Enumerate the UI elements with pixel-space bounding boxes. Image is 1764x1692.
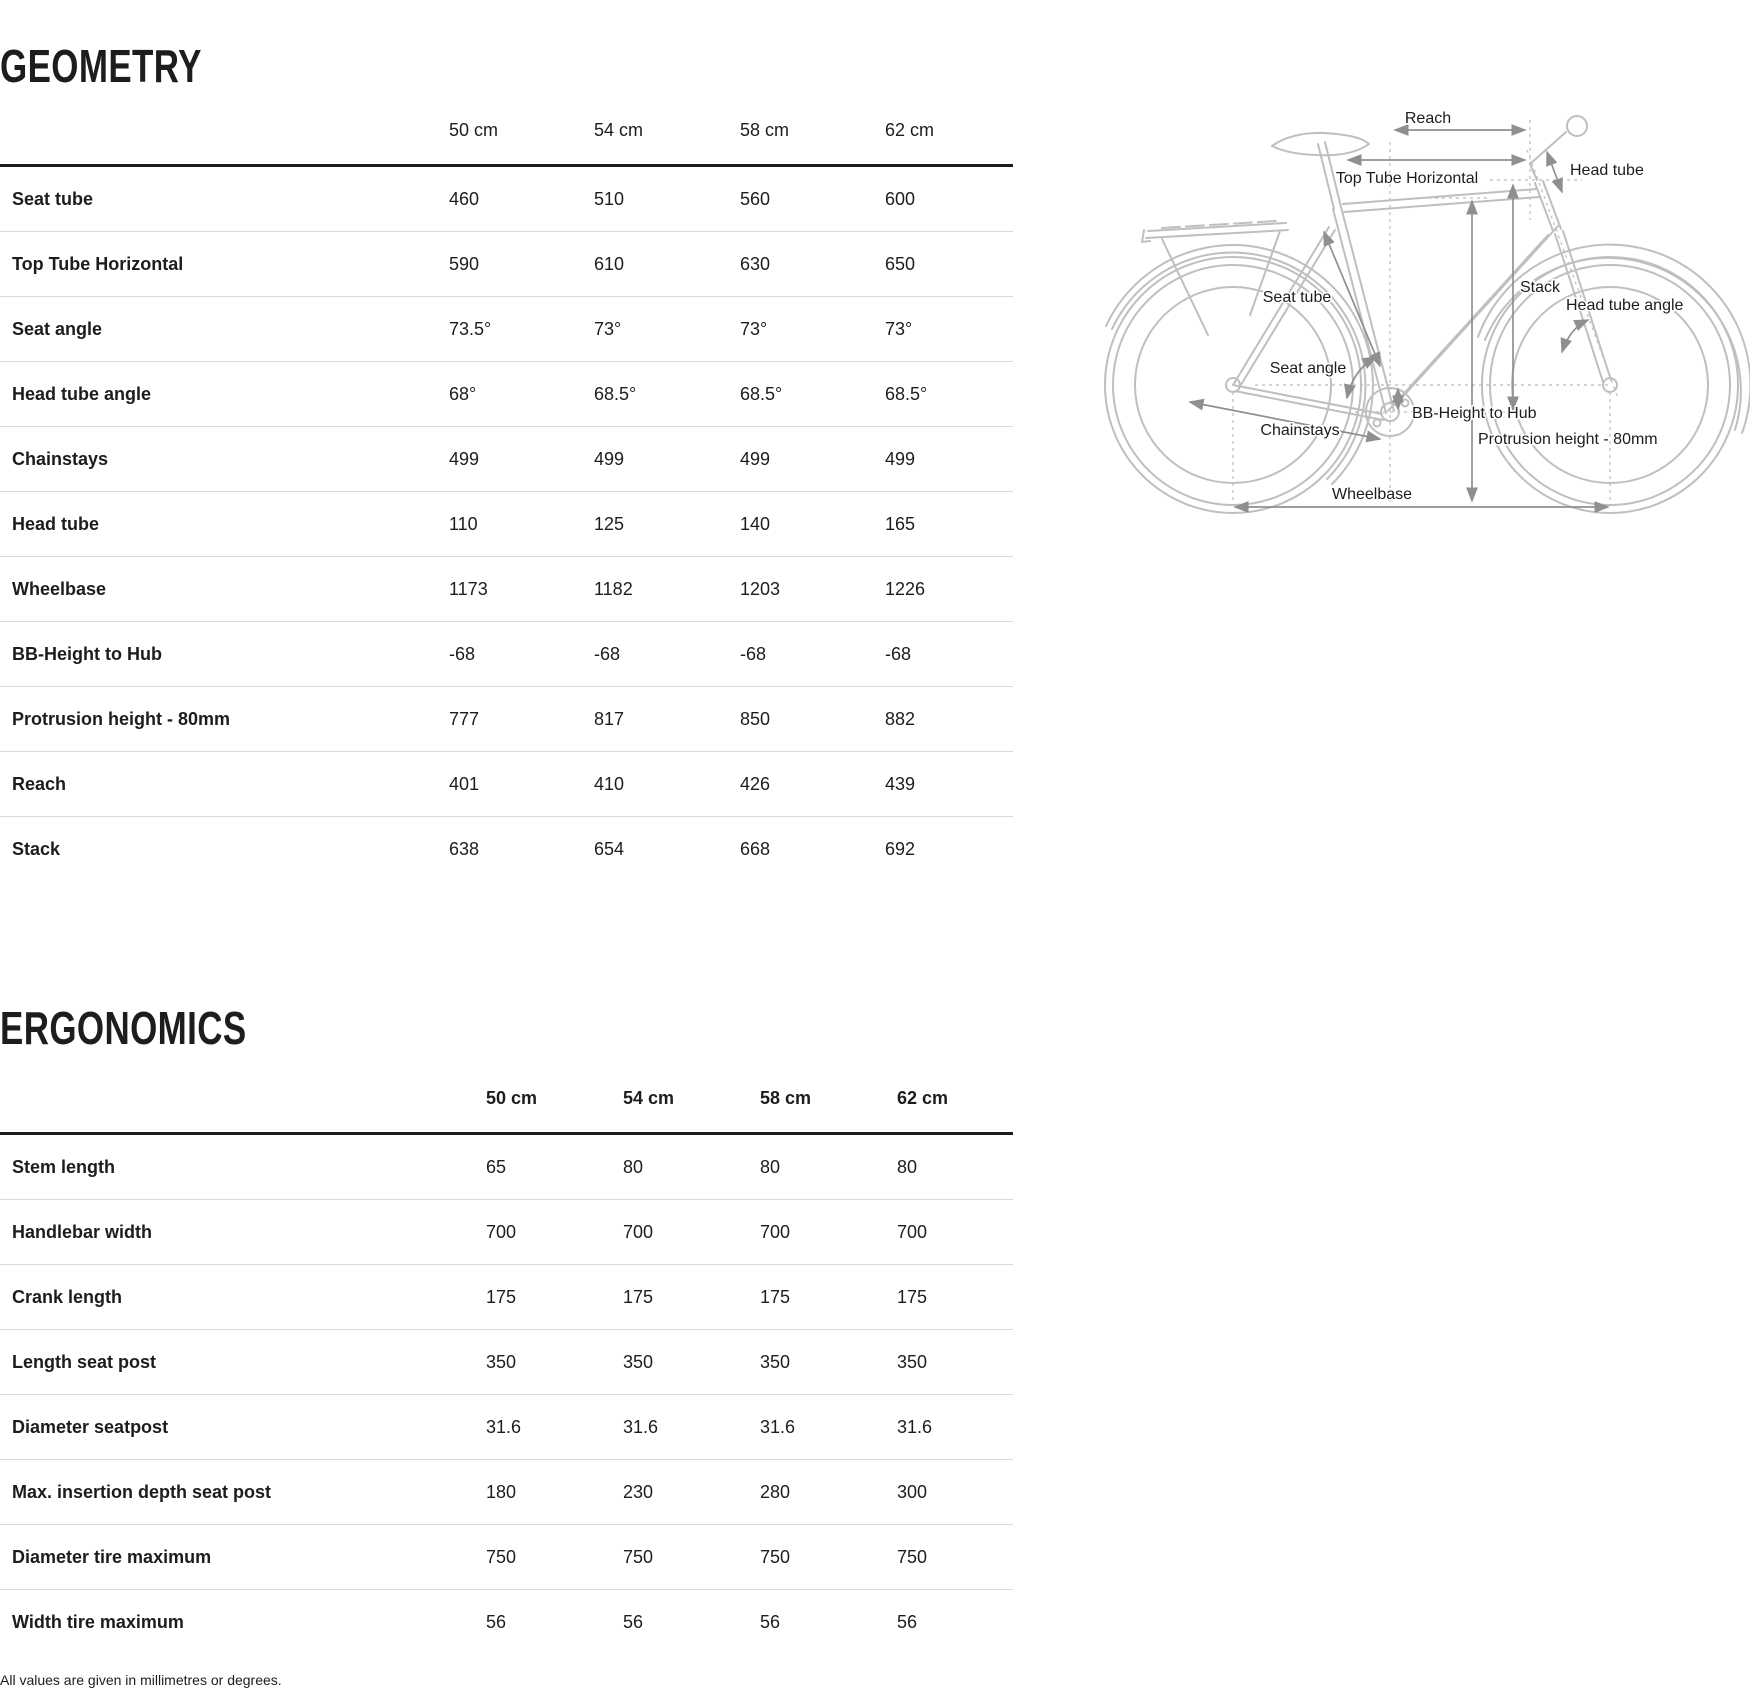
row-label: Diameter tire maximum: [12, 1546, 212, 1567]
table-row: [0, 492, 1013, 557]
cell-value: 73°: [740, 318, 768, 339]
ergonomics-header-row: [0, 1065, 1013, 1135]
cell-value: 700: [897, 1221, 928, 1242]
table-row: [0, 1590, 1013, 1654]
row-label: Chainstays: [12, 448, 109, 469]
bike-geometry-diagram: [1050, 80, 1750, 530]
cell-value: 750: [760, 1546, 791, 1567]
cell-value: 499: [449, 448, 480, 469]
row-label: Handlebar width: [12, 1221, 153, 1242]
ergonomics-col-header-58cm: 58 cm: [760, 1088, 812, 1108]
geometry-col-header-62cm: 62 cm: [885, 120, 935, 140]
row-label: Protrusion height - 80mm: [12, 708, 231, 729]
cell-value: 560: [740, 188, 771, 209]
ergonomics-col-header-50cm: 50 cm: [486, 1088, 538, 1108]
cell-value: 56: [486, 1611, 507, 1632]
cell-value: 230: [623, 1481, 654, 1502]
seat-angle-label: Seat angle: [1269, 360, 1347, 377]
row-label: Seat tube: [12, 188, 94, 209]
cell-value: 56: [623, 1611, 644, 1632]
cell-value: 638: [449, 838, 480, 859]
cell-value: 1226: [885, 578, 926, 599]
cell-value: 300: [897, 1481, 928, 1502]
cell-value: 750: [897, 1546, 928, 1567]
cell-value: 68.5°: [594, 383, 637, 404]
cell-value: 125: [594, 513, 625, 534]
head-tube-label: Head tube: [1570, 162, 1644, 179]
table-row: [0, 1265, 1013, 1330]
cell-value: 850: [740, 708, 771, 729]
cell-value: 165: [885, 513, 916, 534]
cell-value: 175: [897, 1286, 928, 1307]
cell-value: 654: [594, 838, 625, 859]
cell-value: 80: [623, 1156, 644, 1177]
cell-value: 68.5°: [740, 383, 783, 404]
row-label: Head tube angle: [12, 383, 152, 404]
cell-value: 1173: [449, 578, 488, 599]
cell-value: 499: [740, 448, 771, 469]
row-label: Width tire maximum: [12, 1611, 184, 1632]
cell-value: 350: [623, 1351, 654, 1372]
ergonomics-section-title: ERGONOMICS: [0, 1001, 247, 1054]
cell-value: 700: [760, 1221, 791, 1242]
table-row: [0, 232, 1013, 297]
cell-value: 426: [740, 773, 771, 794]
cell-value: 499: [885, 448, 916, 469]
row-label: Wheelbase: [12, 578, 107, 599]
geometry-section-title: GEOMETRY: [0, 39, 202, 92]
cell-value: 499: [594, 448, 625, 469]
row-label: Top Tube Horizontal: [12, 253, 184, 274]
cell-value: 350: [897, 1351, 928, 1372]
cell-value: 175: [760, 1286, 791, 1307]
cell-value: -68: [885, 643, 912, 664]
table-row: [0, 297, 1013, 362]
cell-value: 73°: [594, 318, 622, 339]
row-label: Seat angle: [12, 318, 103, 339]
table-row: [0, 427, 1013, 492]
table-row: [0, 752, 1013, 817]
cell-value: 56: [760, 1611, 781, 1632]
table-row: [0, 1200, 1013, 1265]
row-label: Diameter seatpost: [12, 1416, 169, 1437]
cell-value: 1182: [594, 578, 633, 599]
cell-value: 600: [885, 188, 916, 209]
table-row: [0, 1395, 1013, 1460]
cell-value: 31.6: [486, 1416, 522, 1437]
cell-value: 175: [486, 1286, 517, 1307]
row-label: Crank length: [12, 1286, 123, 1307]
row-label: Length seat post: [12, 1351, 157, 1372]
table-row: [0, 1330, 1013, 1395]
cell-value: 73.5°: [449, 318, 492, 339]
cell-value: 350: [760, 1351, 791, 1372]
cell-value: 610: [594, 253, 625, 274]
cell-value: 750: [623, 1546, 654, 1567]
cell-value: 68.5°: [885, 383, 928, 404]
reach-label: Reach: [1404, 110, 1452, 127]
cell-value: 439: [885, 773, 916, 794]
cell-value: 56: [897, 1611, 918, 1632]
geometry-table: [0, 97, 1013, 881]
row-label: Head tube: [12, 513, 100, 534]
cell-value: -68: [449, 643, 476, 664]
cell-value: 80: [760, 1156, 781, 1177]
cell-value: 510: [594, 188, 625, 209]
cell-value: 410: [594, 773, 625, 794]
table-row: [0, 687, 1013, 752]
ergonomics-table: [0, 1065, 1013, 1654]
seat-tube-label: Seat tube: [1262, 289, 1332, 306]
table-row: [0, 622, 1013, 687]
cell-value: 175: [623, 1286, 654, 1307]
cell-value: 65: [486, 1156, 507, 1177]
cell-value: 110: [449, 513, 478, 534]
geometry-col-header-54cm: 54 cm: [594, 120, 644, 140]
cell-value: 31.6: [897, 1416, 933, 1437]
row-label: Stack: [12, 838, 61, 859]
table-row: [0, 817, 1013, 881]
cell-value: 650: [885, 253, 916, 274]
cell-value: 882: [885, 708, 916, 729]
head-tube-angle-label: Head tube angle: [1566, 297, 1684, 314]
cell-value: -68: [594, 643, 621, 664]
cell-value: 700: [623, 1221, 654, 1242]
row-label: Stem length: [12, 1156, 116, 1177]
protrusion-height-label: Protrusion height - 80mm: [1478, 431, 1658, 448]
table-row: [0, 557, 1013, 622]
cell-value: 80: [897, 1156, 918, 1177]
geometry-col-header-58cm: 58 cm: [740, 120, 790, 140]
cell-value: 460: [449, 188, 480, 209]
cell-value: 630: [740, 253, 771, 274]
geometry-col-header-50cm: 50 cm: [449, 120, 499, 140]
ergonomics-col-header-62cm: 62 cm: [897, 1088, 949, 1108]
head-tube-arrow: [1547, 152, 1562, 192]
stack-label: Stack: [1520, 279, 1561, 296]
cell-value: 750: [486, 1546, 517, 1567]
cell-value: 68°: [449, 383, 477, 404]
wheelbase-label: Wheelbase: [1331, 486, 1413, 503]
cell-value: 140: [740, 513, 771, 534]
cell-value: 692: [885, 838, 916, 859]
table-row: [0, 362, 1013, 427]
cell-value: 1203: [740, 578, 781, 599]
bb-height-to-hub-label: BB-Height to Hub: [1412, 405, 1537, 422]
cell-value: -68: [740, 643, 767, 664]
ergonomics-col-header-54cm: 54 cm: [623, 1088, 675, 1108]
table-row: [0, 167, 1013, 232]
table-row: [0, 1460, 1013, 1525]
cell-value: 590: [449, 253, 480, 274]
row-label: BB-Height to Hub: [12, 643, 162, 664]
top-tube-horizontal-label: Top Tube Horizontal: [1335, 170, 1479, 187]
cell-value: 31.6: [623, 1416, 659, 1437]
cell-value: 668: [740, 838, 771, 859]
row-label: Reach: [12, 773, 67, 794]
table-row: [0, 1135, 1013, 1200]
units-footnote: All values are given in millimetres or degrees.: [0, 1672, 282, 1688]
geometry-header-row: [0, 97, 1013, 167]
cell-value: 777: [449, 708, 480, 729]
cell-value: 180: [486, 1481, 517, 1502]
cell-value: 350: [486, 1351, 517, 1372]
cell-value: 700: [486, 1221, 517, 1242]
row-label: Max. insertion depth seat post: [12, 1481, 272, 1502]
cell-value: 31.6: [760, 1416, 796, 1437]
cell-value: 73°: [885, 318, 913, 339]
cell-value: 401: [449, 773, 480, 794]
cell-value: 817: [594, 708, 625, 729]
cell-value: 280: [760, 1481, 791, 1502]
table-row: [0, 1525, 1013, 1590]
chainstays-label: Chainstays: [1260, 422, 1340, 439]
